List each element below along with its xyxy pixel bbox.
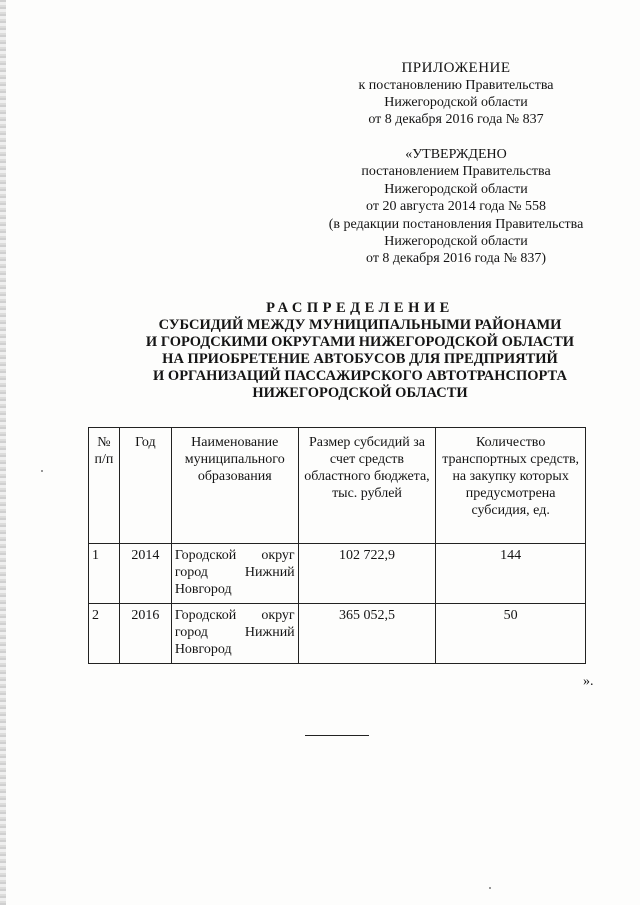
table-row [89, 544, 586, 604]
scan-speck [41, 470, 43, 472]
closing-quote-mark: ». [583, 674, 594, 689]
scan-speck [489, 887, 491, 889]
document-title [110, 300, 610, 402]
approval-line: Нижегородской области [384, 234, 528, 250]
approval-line: «УТВЕРЖДЕНО [405, 147, 507, 162]
signature-divider [305, 735, 369, 736]
scan-edge [0, 0, 6, 905]
header-cell-quantity: Количество транспортных средств, на закупку которых предусмотрена субсидия, ед. [436, 428, 586, 544]
table-row [89, 604, 586, 664]
cell-municipality: Городской округ город Нижний Новгород [171, 604, 298, 664]
approval-line: постановлением Правительства [361, 164, 551, 180]
cell-quantity: 50 [436, 604, 586, 664]
appendix-line: к постановлению Правительства [358, 78, 554, 93]
subsidy-table [88, 427, 586, 664]
cell-year: 2014 [119, 544, 171, 604]
cell-year: 2016 [119, 604, 171, 664]
approval-line: (в редакции постановления Правительства [328, 216, 584, 232]
cell-number: 1 [89, 544, 120, 604]
cell-municipality: Городской округ город Нижний Новгород [171, 544, 298, 604]
header-cell-year: Год [119, 428, 171, 544]
title-line: СУБСИДИЙ МЕЖДУ МУНИЦИПАЛЬНЫМИ РАЙОНАМИ [158, 317, 562, 333]
appendix-line: от 8 декабря 2016 года № 837 [368, 112, 544, 127]
approval-line: от 20 августа 2014 года № 558 [366, 199, 546, 215]
cell-amount: 365 052,5 [298, 604, 436, 664]
title-line: НА ПРИОБРЕТЕНИЕ АВТОБУСОВ ДЛЯ ПРЕДПРИЯТИЙ [162, 351, 558, 367]
header-cell-municipality: Наименование муниципального образования [171, 428, 298, 544]
cell-number: 2 [89, 604, 120, 664]
appendix-heading: ПРИЛОЖЕНИЕ [401, 60, 511, 76]
header-cell-number: № п/п [89, 428, 120, 544]
appendix-line: Нижегородской области [384, 95, 528, 110]
approval-line: от 8 декабря 2016 года № 837) [366, 251, 546, 267]
cell-quantity: 144 [436, 544, 586, 604]
approval-line: Нижегородской области [384, 181, 528, 197]
cell-amount: 102 722,9 [298, 544, 436, 604]
title-line: И ГОРОДСКИМИ ОКРУГАМИ НИЖЕГОРОДСКОЙ ОБЛАСТИ [145, 334, 575, 350]
header-cell-amount: Размер субсидий за счет средств областного бюджета, тыс. рублей [298, 428, 436, 544]
title-line: И ОРГАНИЗАЦИЙ ПАССАЖИРСКОГО АВТОТРАНСПОРТА [153, 368, 567, 384]
approval-stamp-block [300, 146, 612, 268]
title-line: НИЖЕГОРОДСКОЙ ОБЛАСТИ [252, 385, 468, 401]
title-line: РАСПРЕДЕЛЕНИЕ [266, 300, 454, 316]
table-header-row [89, 428, 586, 544]
appendix-block [300, 60, 612, 128]
